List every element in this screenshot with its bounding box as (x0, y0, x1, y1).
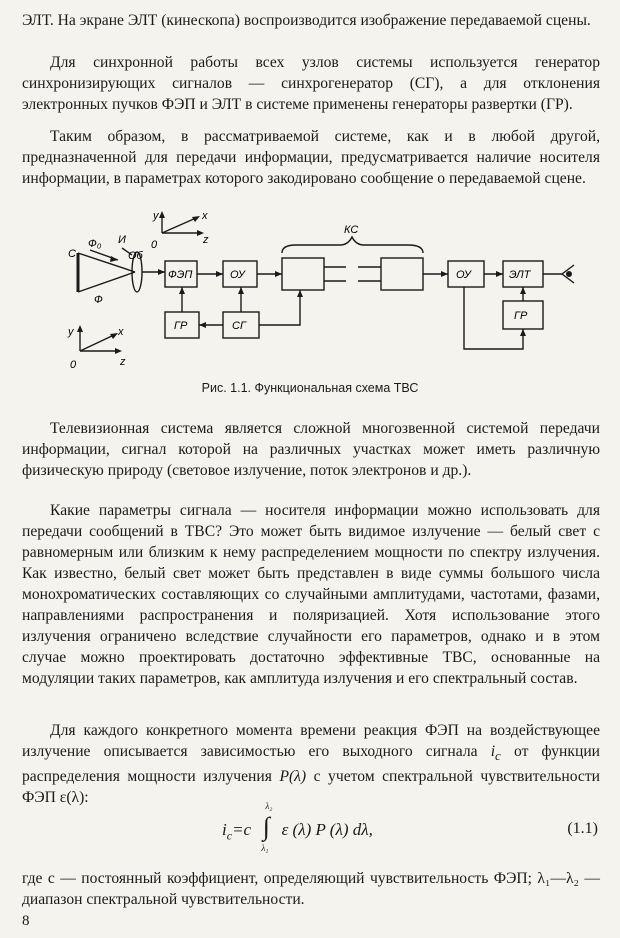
label-gr-2: ГР (514, 310, 528, 322)
label-axis-ybar: y (68, 326, 74, 338)
label-i: И (118, 234, 126, 246)
math-p-lambda: P(λ) (279, 768, 307, 786)
page-number: 8 (22, 913, 30, 929)
integral-sign: ∫ λ₂ λ₁ (261, 801, 273, 853)
paragraph-1: ЭЛТ. На экране ЭЛТ (кинескопа) воспроизводится изображение передаваемой сцены. (22, 12, 591, 29)
formula-integrand: ε (λ) P (λ) dλ, (281, 820, 373, 839)
math-ic-sub: c (495, 748, 501, 764)
formula-upper: λ₂ (265, 801, 273, 811)
paragraph-4: Телевизионная система является сложной многозвенной системой передачи информации, сигнал которой на различных участках может иметь различную физическую природу (световое излучение, поток электронов и др.). (22, 420, 600, 479)
axis-xbar-line (80, 335, 114, 351)
brace-ks (282, 237, 423, 253)
label-axis-xbar: x (118, 326, 124, 338)
label-sg: СГ (232, 320, 246, 332)
label-ou-2: ОУ (456, 269, 471, 281)
label-axis-y: y (153, 210, 159, 222)
paragraph-3: Таким образом, в рассматриваемой системе, как и в любой другой, предназначенной для передачи информации, предусматривается наличие носителя информации, в параметрах которого закодировано сообщение о передаваемой сцене. (22, 128, 600, 187)
block-ks-1 (282, 258, 324, 290)
label-axis-z: z (203, 234, 209, 246)
label-gr-1: ГР (174, 320, 188, 332)
label-fep: ФЭП (168, 269, 193, 281)
formula-lower: λ₁ (261, 843, 269, 853)
label-s: С (68, 248, 76, 260)
paragraph-6-part-c: с учетом спектральной чувствительности ФЭП (22, 768, 600, 807)
math-ic: i (490, 743, 496, 760)
paragraph-6 (22, 720, 600, 808)
label-f0: Ф₀ (88, 238, 102, 250)
paragraph-5: Какие параметры сигнала — носителя информации можно использовать для передачи сообщений в ТВС? Это может быть видимое излучение — белый свет с равномерным или близким к нему распределением мощности по спектру излучения. Как известно, белый свет может быть представлен в виде суммы большого числа монохроматических составляющих со случайными амплитудами, частотами, фазами, направлениями распространения и поляризацией. Хотя использование этого излучения ограничено вследствие случайности его параметров, однако и в этом случае можно проектировать достаточно эффективные ТВС, основанные на модуляции таких параметров, как амплитуда излучения и его спектральный состав. (22, 502, 600, 687)
label-axis-x: x (202, 210, 208, 222)
axis-x-line (162, 218, 196, 233)
link-sg-ks (259, 290, 300, 325)
label-axis-o: 0 (151, 239, 158, 251)
paragraph-7: где c — постоянный коэффициент, определяющий чувствительность ФЭП; λ₁—λ₂ — диапазон спектральной чувствительности. (22, 870, 600, 908)
label-elt: ЭЛТ (509, 269, 531, 281)
block-ks-2 (381, 258, 423, 290)
label-ou-1: ОУ (230, 269, 245, 281)
paragraph-6-part-a: Для каждого конкретного момента времени реакция ФЭП на воздействующее излучение описывается зависимостью его выходного сигнала (22, 722, 600, 760)
label-ob: Об (128, 250, 143, 262)
figure-caption: Рис. 1.1. Функциональная схема ТВС (201, 381, 419, 395)
formula-lhs-sub: c (226, 828, 233, 843)
formula-eq: =c (232, 820, 252, 839)
ray-bottom (78, 272, 135, 292)
label-axis-zbar: z (120, 356, 126, 368)
math-eps-lambda: ε(λ): (59, 789, 89, 807)
paragraph-2: Для синхронной работы всех узлов системы используется генератор синхронизирующих сигналов — синхрогенератор (СГ), а для отклонения электронных пучков ФЭП и ЭЛТ в системе применены генераторы развертки (ГР). (22, 54, 600, 113)
label-ks: КС (344, 224, 359, 236)
label-f: Ф (94, 294, 103, 306)
figure-functional-scheme (0, 205, 620, 380)
formula-lhs: i (222, 820, 227, 839)
formula-number: (1.1) (567, 820, 598, 837)
paragraph-6-part-b: от функции распределения мощности излучения (22, 743, 601, 786)
formula-1-1 (0, 801, 620, 853)
label-axis-o2: 0 (70, 359, 77, 371)
